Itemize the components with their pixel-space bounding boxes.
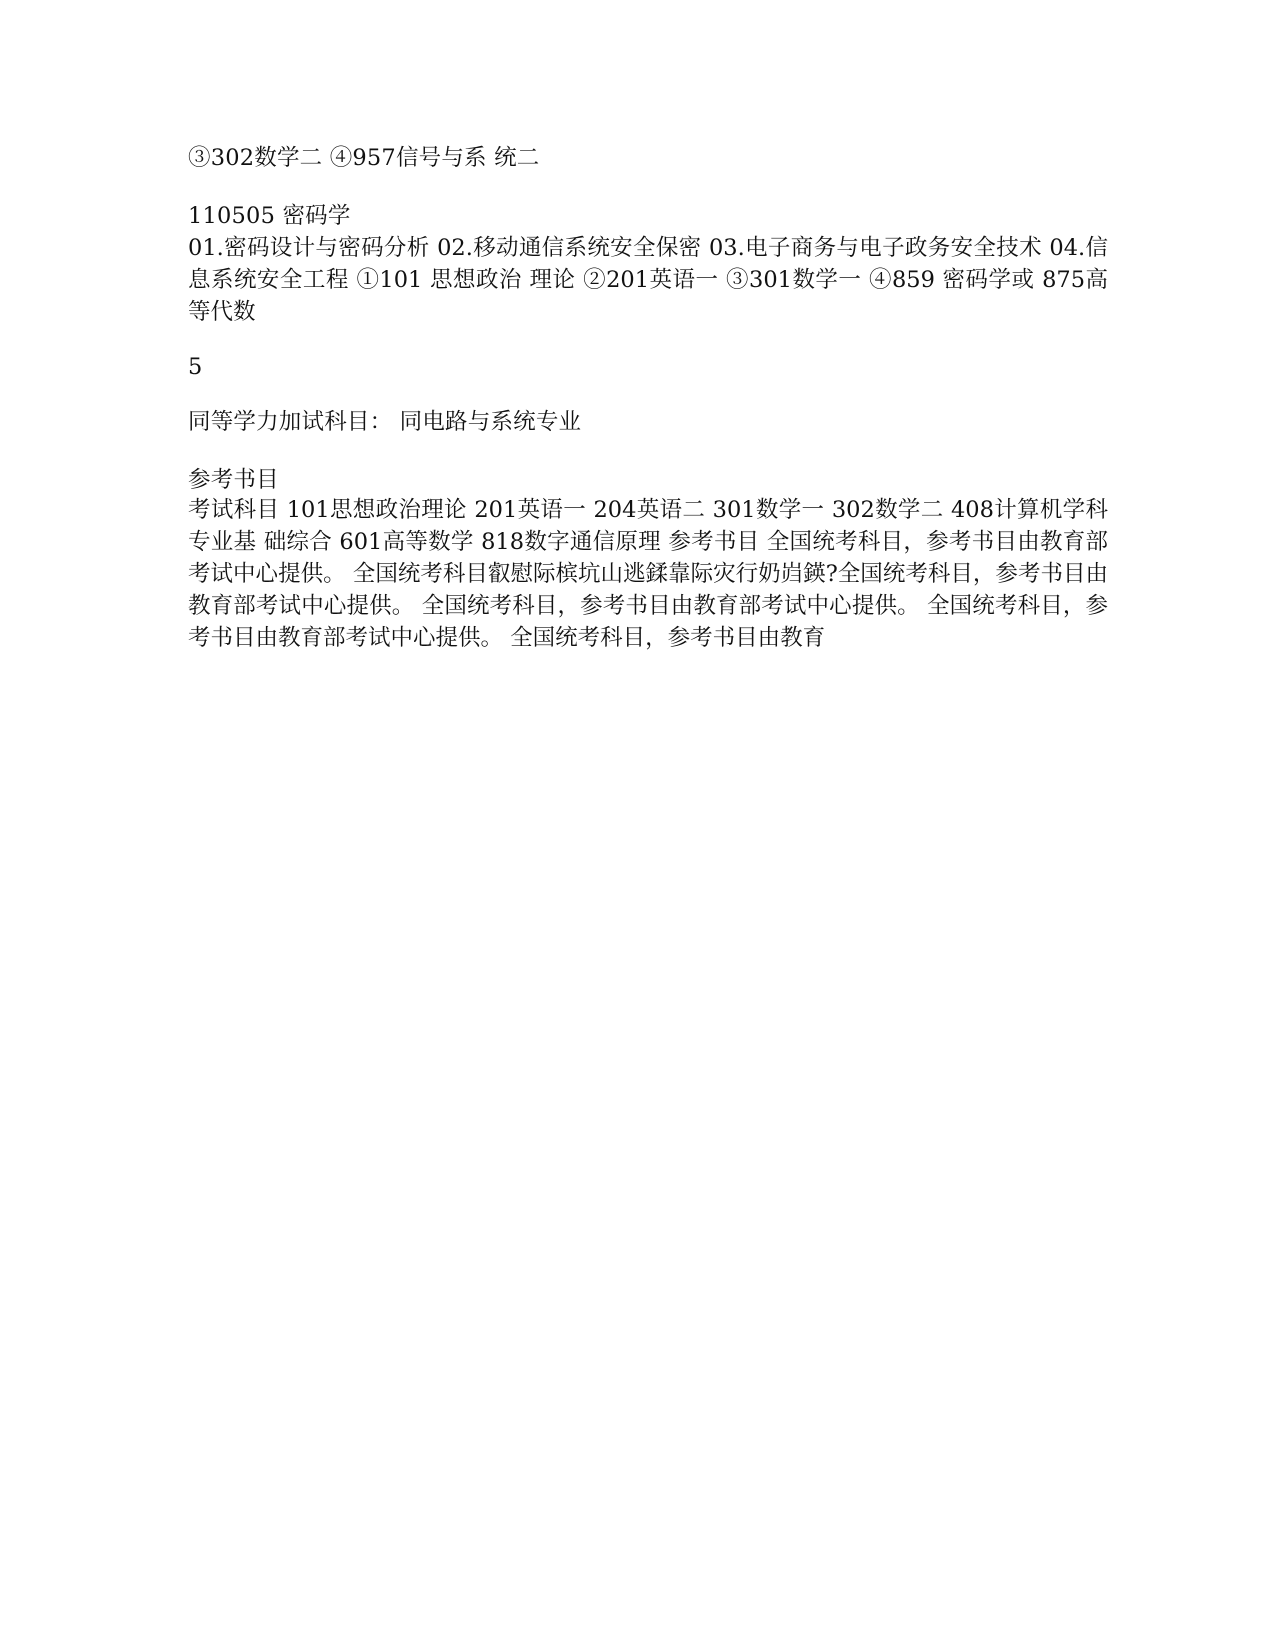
program-details: 01.密码设计与密码分析 02.移动通信系统安全保密 03.电子商务与电子政务安全技术 04.信息系统安全工程 ①101 思想政治 理论 ②201英语一 ③301数学一 ④859 密码学或 875高等代数 <box>188 235 1108 325</box>
program-title: 110505 密码学 <box>188 203 351 229</box>
equivalent-exam-note: 同等学力加试科目： 同电路与系统专业 <box>188 409 582 435</box>
exam-subjects-line: ③302数学二 ④957信号与系 统二 <box>188 145 540 171</box>
page-number: 5 <box>188 354 203 380</box>
references-heading: 参考书目 <box>188 467 279 493</box>
references-body: 考试科目 101思想政治理论 201英语一 204英语二 301数学一 302数学二 408计算机学科专业基 础综合 601高等数学 818数字通信原理 参考书目 全国统考科目，参考书目由教育部考试中心提供。 全国统考科目叡慰际槟坑山逃鍒靠际灾行奶岿鍈?全国统考科目，参考书目由教育部考试中心提供。 全国统考科目，参考书目由教育部考试中心提供。 全国统考科目，参考书目由教育部考试中心提供。 全国统考科目，参考书目由教育 <box>188 497 1108 651</box>
